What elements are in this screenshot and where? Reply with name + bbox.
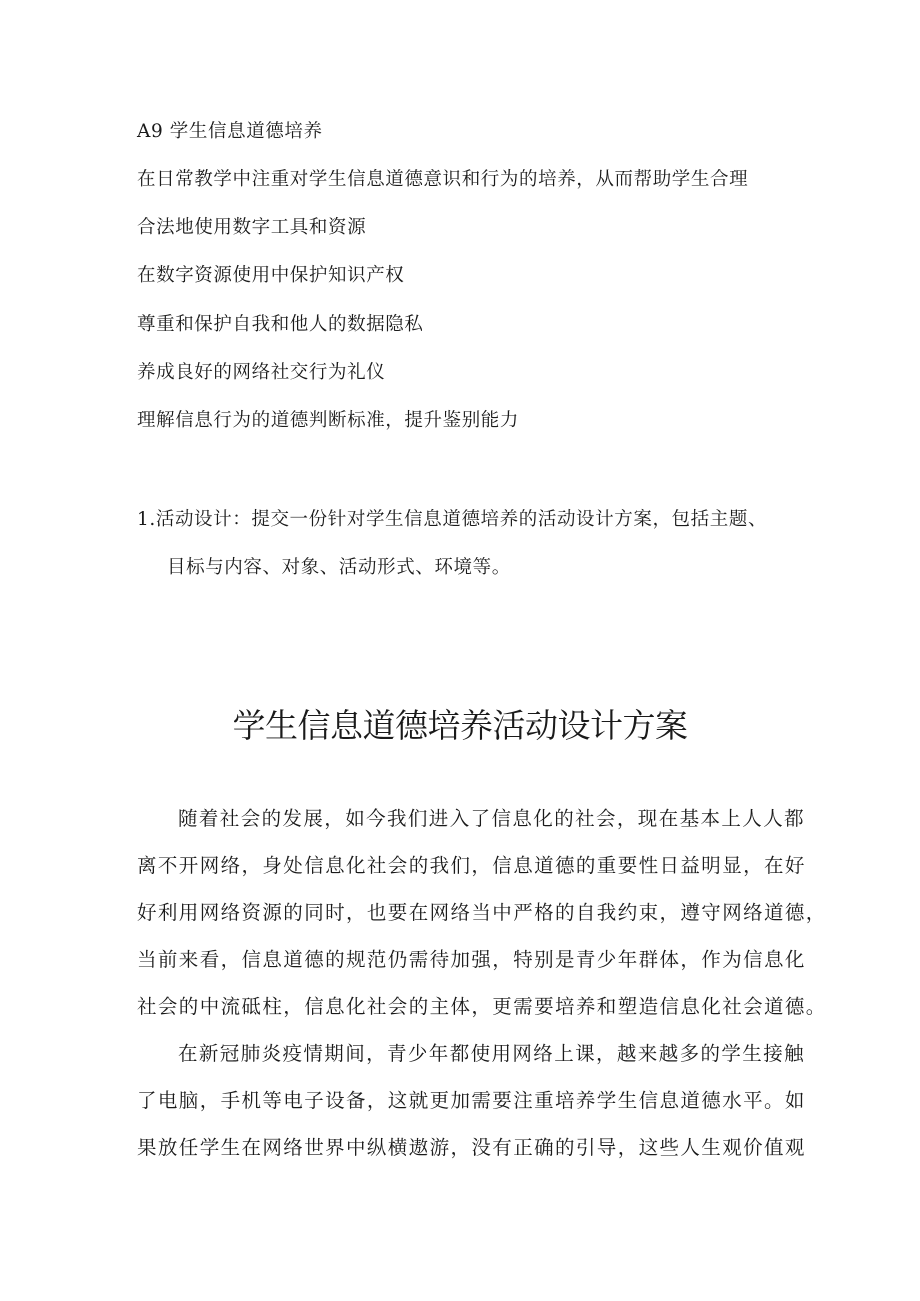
paragraph-line: 好利用网络资源的同时，也要在网络当中严格的自我约束，遵守网络道德， (137, 901, 827, 924)
section-heading: A9 学生信息道德培养 (137, 121, 323, 142)
task-line-1: 1.活动设计：提交一份针对学生信息道德培养的活动设计方案，包括主题、 (137, 509, 768, 530)
paragraph-2 (137, 1030, 806, 1171)
point-item: 尊重和保护自我和他人的数据隐私 (137, 314, 424, 335)
paragraph-line: 社会的中流砥柱，信息化社会的主体，更需要培养和塑造信息化社会道德。 (137, 995, 827, 1018)
document-title: 学生信息道德培养活动设计方案 (232, 706, 688, 745)
paragraph-line: 在新冠肺炎疫情期间，青少年都使用网络上课，越来越多的学生接触 (178, 1042, 806, 1065)
paragraph-line: 果放任学生在网络世界中纵横遨游，没有正确的引导，这些人生观价值观 (137, 1136, 806, 1159)
point-item: 养成良好的网络社交行为礼仪 (137, 362, 386, 383)
intro-line-2: 合法地使用数字工具和资源 (137, 217, 367, 238)
paragraph-line: 了电脑，手机等电子设备，这就更加需要注重培养学生信息道德水平。如 (137, 1089, 806, 1112)
point-item: 在数字资源使用中保护知识产权 (137, 265, 405, 286)
point-item: 理解信息行为的道德判断标准，提升鉴别能力 (137, 410, 520, 431)
task-description (137, 496, 802, 592)
paragraph-line: 随着社会的发展，如今我们进入了信息化的社会，现在基本上人人都 (178, 807, 806, 830)
paragraph-line: 当前来看，信息道德的规范仍需待加强，特别是青少年群体，作为信息化 (137, 948, 806, 971)
paragraph-1 (137, 795, 827, 1030)
intro-line-1: 在日常教学中注重对学生信息道德意识和行为的培养，从而帮助学生合理 (137, 169, 749, 190)
task-line-2: 目标与内容、对象、活动形式、环境等。 (167, 557, 511, 578)
paragraph-line: 离不开网络，身处信息化社会的我们，信息道德的重要性日益明显，在好 (137, 854, 806, 877)
